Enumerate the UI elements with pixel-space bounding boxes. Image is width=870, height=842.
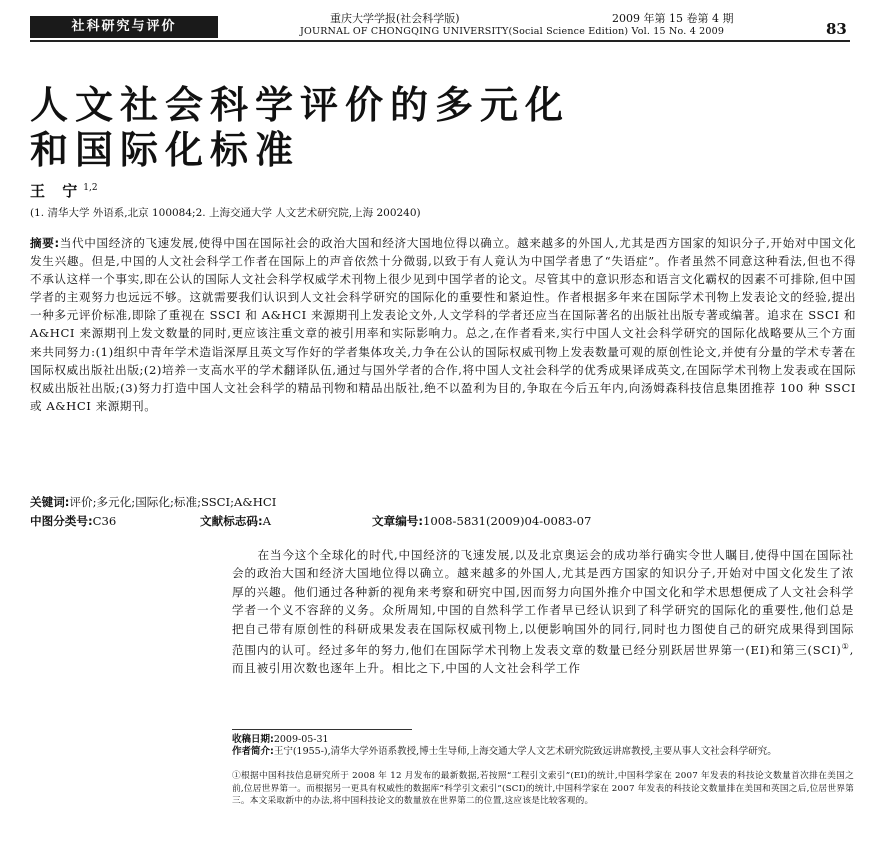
footnote-divider	[232, 729, 412, 730]
article-number	[372, 513, 591, 529]
header-divider	[30, 40, 850, 42]
doc-code-value: A	[262, 514, 271, 528]
keywords	[30, 494, 276, 510]
page-number: 83	[826, 20, 847, 38]
received-value: 2009-05-31	[273, 734, 329, 745]
body-paragraph	[232, 546, 854, 678]
journal-name-cn: 重庆大学学报(社会科学版)	[330, 12, 460, 25]
keywords-label: 关键词:	[30, 495, 70, 509]
author-bio-label: 作者简介:	[232, 746, 274, 757]
section-tag: 社科研究与评价	[30, 16, 218, 38]
journal-name-en: JOURNAL OF CHONGQING UNIVERSITY(Social Science Edition) Vol. 15 No. 4 2009	[300, 26, 725, 37]
author-affiliation-marks: 1,2	[83, 183, 98, 193]
doc-code-label: 文献标志码:	[200, 514, 263, 528]
author	[30, 180, 98, 201]
article-title-line-1: 人文社会科学评价的多元化	[30, 82, 571, 127]
author-name: 王 宁	[30, 182, 84, 200]
clc-number	[30, 513, 116, 529]
document-code	[200, 513, 271, 529]
article-title-line-2: 和国际化标准	[30, 127, 301, 172]
abstract-text: 当代中国经济的飞速发展,使得中国在国际社会的政治大国和经济大国地位得以确立。越来越多的外国人,尤其是西方国家的知识分子,开始对中国文化发生兴趣。但是,中国的人文社会科学工作者在国际上的声音依然十分微弱,以致于有人竟认为中国学者患了“失语症”。作者虽然不同意这种看法,但也不得不承认这样一个事实,即在公认的国际人文社会科学权威学术刊物上很少见到中国学者的论文。尽管其中的意识形态和语言文化霸权的因素不可排除,但中国学者的主观努力也远远不够。这就需要我们认识到人文社会科学研究的国际化的重要性和紧迫性。作者根据多年来在国际学术刊物上发表论文的经验,提出一种多元评价标准,即除了重视在 SSCI 和 A&HCI 来源期刊上发表论文外,人文学科的学者还应当在国际著名的出版社出版专著或编著。追求在 SSCI 和 A&HCI 来源期刊上发文数量的同时,更应该注重文章的被引用率和实际影响力。总之,在作者看来,实行中国人文社会科学研究的国际化战略要从三个方面来共同努力:(1)组织中青年学术造诣深厚且英文写作好的学者集体攻关,力争在公认的国际权威刊物上发表数量可观的原创性论文,并使有分量的学术专著在国际权威出版社出版;(2)培养一支高水平的学术翻译队伍,通过与国外学者的合作,将中国人文社会科学的优秀成果译成英文,在国际学术刊物上发表或在国际权威出版社出版;(3)努力打造中国人文社会科学的精品刊物和精品出版社,绝不以盈利为目的,争取在今后五年内,向汤姆森科技信息集团推荐 100 种 SSCI 或 A&HCI 来源期刊。	[30, 236, 856, 413]
article-number-label: 文章编号:	[372, 514, 424, 528]
author-affiliation: (1. 清华大学 外语系,北京 100084;2. 上海交通大学 人文艺术研究院,上海 200240)	[30, 207, 421, 219]
footnote-ref: ①	[841, 642, 850, 652]
clc-label: 中图分类号:	[30, 514, 93, 528]
abstract-label: 摘要:	[30, 236, 60, 250]
received-label: 收稿日期:	[232, 734, 274, 745]
clc-value: C36	[92, 514, 117, 528]
article-number-value: 1008-5831(2009)04-0083-07	[423, 514, 592, 528]
body-text-tail: ,而且被引用次数也逐年上升。相比之下,中国的人文社会科学工作	[232, 642, 854, 676]
abstract	[30, 234, 856, 415]
keywords-text: 评价;多元化;国际化;标准;SSCI;A&HCI	[69, 495, 277, 509]
author-bio	[232, 745, 854, 759]
author-bio-text: 王宁(1955-),清华大学外语系教授,博士生导师,上海交通大学人文艺术研究院致远讲席教授,主要从事人文社会科学研究。	[273, 746, 777, 757]
body-text: 在当今这个全球化的时代,中国经济的飞速发展,以及北京奥运会的成功举行确实令世人瞩目,使得中国在国际社会的政治大国和经济大国地位得以确立。越来越多的外国人,尤其是西方国家的知识分子,开始对中国文化发生了浓厚的兴趣。他们通过各种新的视角来考察和研究中国,因而努力向国外推介中国文化和学术思想便成了人文社会科学学者一个义不容辞的义务。众所周知,中国的自然科学工作者早已经认识到了科学研究的国际化的重要性,他们总是把自己带有原创性的科研成果发表在国际权威刊物上,以便影响国外的同行,同时也力图使自己的研究成果得到国际范围内的认可。经过多年的努力,他们在国际学术刊物上发表文章的数量已经分别跃居世界第一(EI)和第三(SCI)	[232, 548, 854, 657]
issue-info-cn: 2009 年第 15 卷第 4 期	[612, 12, 734, 25]
footnote-1: ①根据中国科技信息研究所于 2008 年 12 月发布的最新数据,若按照“工程引文索引”(EI)的统计,中国科学家在 2007 年发表的科技论文数量首次排在美国之前,位居世界第一。而根据另一更具有权威性的数据库“科学引文索引”(SCI)的统计,中国科学家在 2007 年发表的科技论文数量排在美国和英国之后,位居世界第三。本文采取新中的办法,将中国科技论文的数量放在世界第二的位置,这应该是比较客观的。	[232, 771, 854, 807]
